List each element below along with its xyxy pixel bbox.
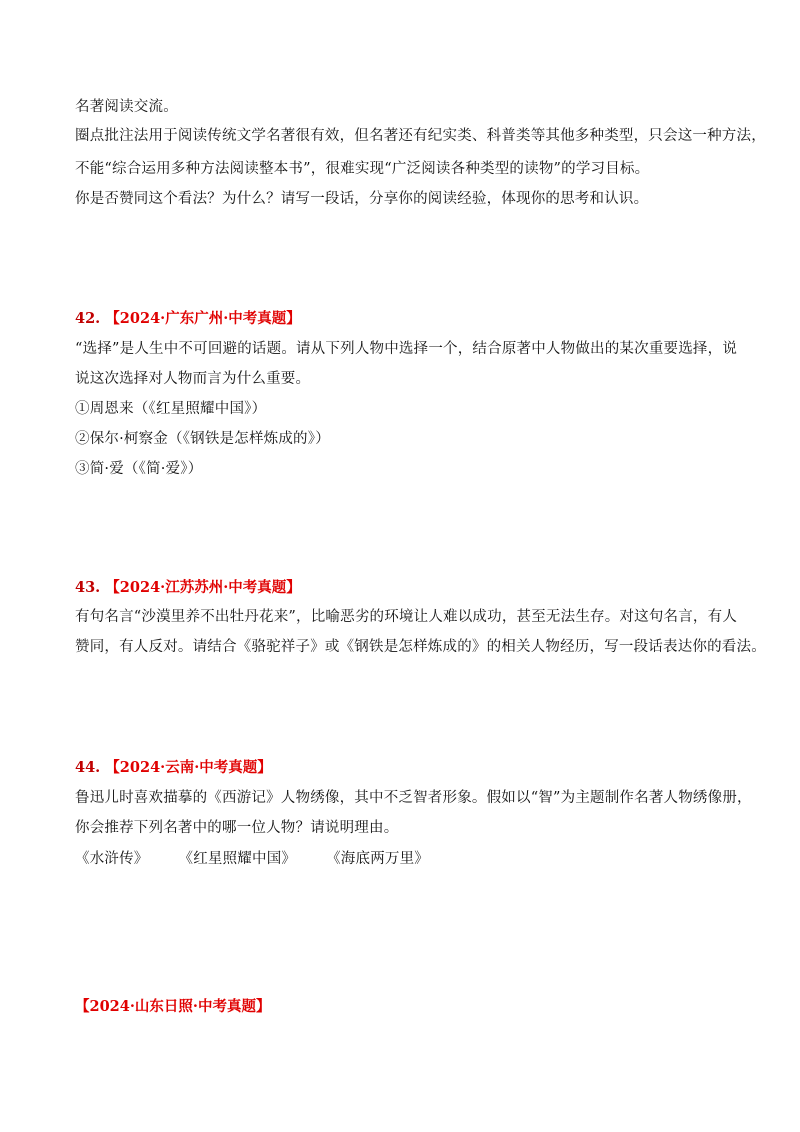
intro-line-1: 名著阅读交流。 [75, 99, 178, 115]
intro-line-2: 圈点批注法用于阅读传统文学名著很有效，但名著还有纪实类、科普类等其他多种类型，只会这一种方法， [75, 128, 766, 144]
question-43-line-2: 赞同，有人反对。请结合《骆驼祥子》或《钢铁是怎样炼成的》的相关人物经历，写一段话表达你的看法。 [75, 639, 766, 655]
question-42-line-2: 说这次选择对人物而言为什么重要。 [75, 371, 311, 387]
question-43-number: 43. [75, 579, 101, 596]
question-44-number: 44. [75, 759, 101, 776]
question-42-option-3: ③简·爱（《简·爱》） [75, 461, 203, 477]
question-44-book-list [75, 849, 459, 869]
question-44-line-1: 鲁迅儿时喜欢描摹的《西游记》人物绣像，其中不乏智者形象。假如以“智”为主题制作名著人物绣像册， [75, 790, 752, 806]
question-43-heading [75, 578, 301, 598]
question-42-option-1: ①周恩来（《红星照耀中国》） [75, 401, 267, 417]
question-42-source: 【2024·广东广州·中考真题】 [105, 310, 301, 327]
question-44-heading [75, 758, 272, 778]
book-title: 《水浒传》 [75, 851, 149, 867]
question-43-source: 【2024·江苏苏州·中考真题】 [105, 579, 301, 596]
question-45-heading [75, 997, 270, 1017]
question-42-option-2: ②保尔·柯察金（《钢铁是怎样炼成的》） [75, 431, 330, 447]
question-42-line-1: “选择”是人生中不可回避的话题。请从下列人物中选择一个，结合原著中人物做出的某次重要选择，说 [75, 341, 738, 357]
question-44-line-2: 你会推荐下列名著中的哪一位人物？请说明理由。 [75, 820, 399, 836]
intro-line-3: 不能“综合运用多种方法阅读整本书”，很难实现“广泛阅读各种类型的读物”的学习目标。 [75, 161, 650, 177]
question-43-line-1: 有句名言“沙漠里养不出牡丹花来”，比喻恶劣的环境让人难以成功，甚至无法生存。对这句名言，有人 [75, 609, 738, 625]
book-title: 《海底两万里》 [326, 851, 430, 867]
intro-line-4: 你是否赞同这个看法？为什么？请写一段话，分享你的阅读经验，体现你的思考和认识。 [75, 191, 649, 207]
question-42-number: 42. [75, 310, 101, 327]
question-44-source: 【2024·云南·中考真题】 [105, 759, 272, 776]
question-42-heading [75, 309, 301, 329]
book-title: 《红星照耀中国》 [178, 851, 297, 867]
question-45-source: 【2024·山东日照·中考真题】 [75, 998, 271, 1015]
